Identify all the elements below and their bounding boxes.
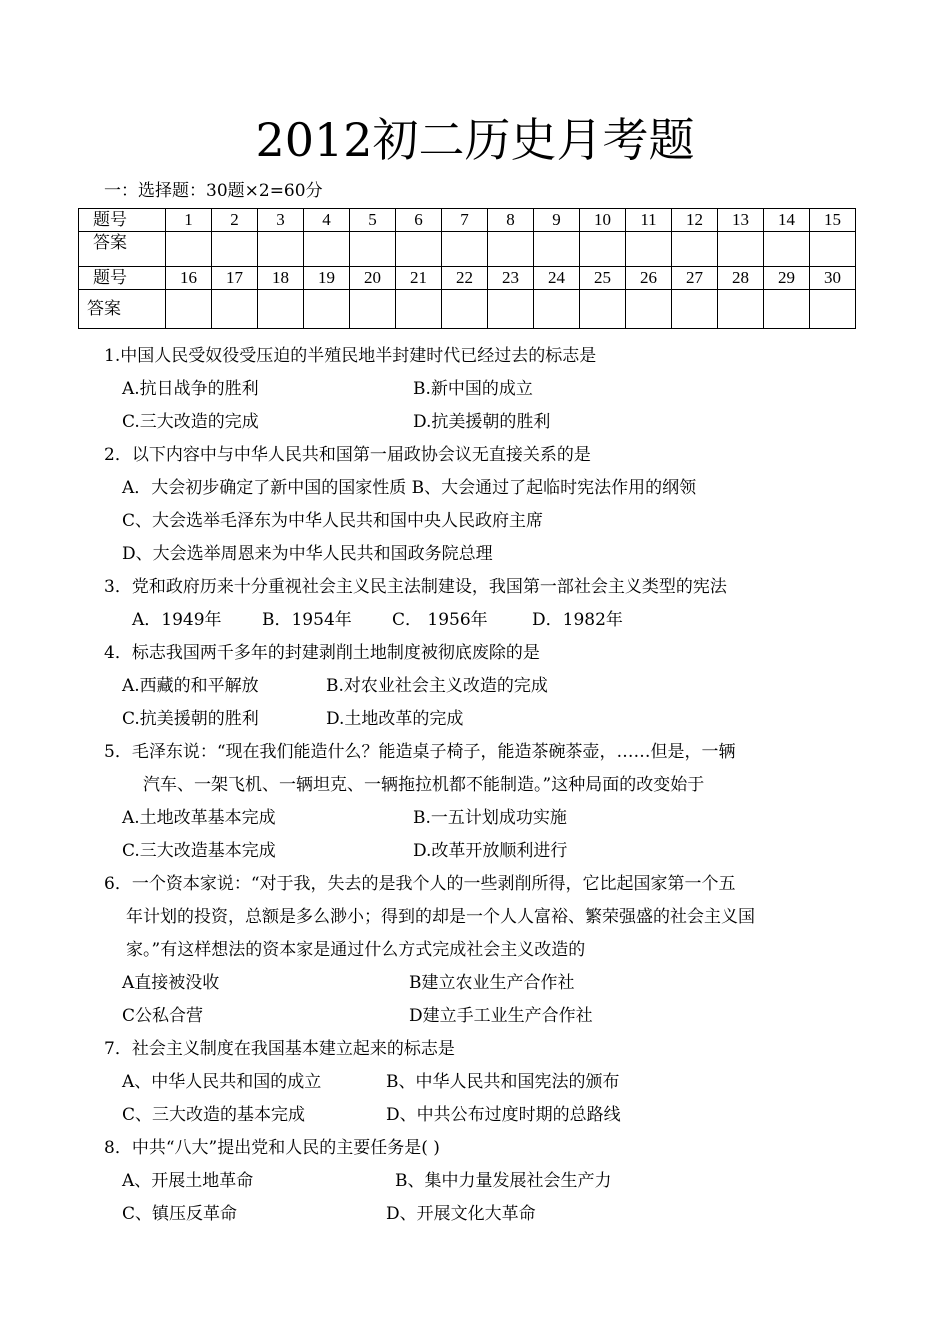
question-5-option-b: B.一五计划成功实施 xyxy=(413,808,567,828)
question-7-option-a: A、中华人民共和国的成立 xyxy=(122,1072,322,1092)
answer-cell[interactable] xyxy=(442,290,488,329)
answer-cell[interactable] xyxy=(304,290,350,329)
question-6-option-c: C公私合营 xyxy=(122,1006,204,1026)
answer-cell[interactable] xyxy=(534,232,580,267)
question-1-option-a: A.抗日战争的胜利 xyxy=(122,379,259,399)
answer-cell[interactable] xyxy=(166,290,212,329)
number-row-1 xyxy=(79,209,856,232)
question-4-option-d: D.土地改革的完成 xyxy=(326,709,464,729)
number-cell: 9 xyxy=(534,209,580,232)
number-cell: 10 xyxy=(580,209,626,232)
answer-cell[interactable] xyxy=(396,232,442,267)
question-4-option-c: C.抗美援朝的胜利 xyxy=(122,709,259,729)
question-2-option-c: C、大会选举毛泽东为中华人民共和国中央人民政府主席 xyxy=(122,511,544,531)
answer-cell[interactable] xyxy=(718,232,764,267)
answer-cell[interactable] xyxy=(166,232,212,267)
number-cell: 22 xyxy=(442,267,488,290)
number-cell: 4 xyxy=(304,209,350,232)
question-3-option-a: A．1949年 xyxy=(132,610,222,630)
answer-label: 答案 xyxy=(79,232,166,267)
question-4-option-a: A.西藏的和平解放 xyxy=(122,676,259,696)
number-cell: 15 xyxy=(810,209,856,232)
question-8-option-a: A、开展土地革命 xyxy=(122,1171,254,1191)
number-cell: 19 xyxy=(304,267,350,290)
question-1-option-b: B.新中国的成立 xyxy=(413,379,533,399)
question-4-stem: 4．标志我国两千多年的封建剥削土地制度被彻底废除的是 xyxy=(104,643,540,663)
question-2-stem: 2．以下内容中与中华人民共和国第一届政协会议无直接关系的是 xyxy=(104,445,591,465)
question-6-stem-line-2: 年计划的投资，总额是多么渺小；得到的却是一个人人富裕、繁荣强盛的社会主义国 xyxy=(126,907,755,927)
number-cell: 28 xyxy=(718,267,764,290)
number-cell: 30 xyxy=(810,267,856,290)
number-cell: 3 xyxy=(258,209,304,232)
question-2-option-d: D、大会选举周恩来为中华人民共和国政务院总理 xyxy=(122,544,493,564)
answer-cell[interactable] xyxy=(258,232,304,267)
answer-table xyxy=(78,208,856,329)
answer-cell[interactable] xyxy=(396,290,442,329)
answer-cell[interactable] xyxy=(442,232,488,267)
answer-row-1 xyxy=(79,232,856,267)
number-cell: 25 xyxy=(580,267,626,290)
question-8-stem: 8．中共“八大”提出党和人民的主要任务是( ) xyxy=(104,1138,440,1158)
number-cell: 1 xyxy=(166,209,212,232)
number-cell: 2 xyxy=(212,209,258,232)
question-6-option-b: B建立农业生产合作社 xyxy=(409,973,575,993)
question-6-option-a: A直接被没收 xyxy=(122,973,220,993)
answer-cell[interactable] xyxy=(534,290,580,329)
question-3-option-d: D．1982年 xyxy=(532,610,623,630)
number-cell: 8 xyxy=(488,209,534,232)
question-1-stem: 1.中国人民受奴役受压迫的半殖民地半封建时代已经过去的标志是 xyxy=(104,346,597,366)
answer-cell[interactable] xyxy=(488,232,534,267)
answer-row-2 xyxy=(79,290,856,329)
question-1-option-d: D.抗美援朝的胜利 xyxy=(413,412,551,432)
section-heading: 一：选择题：30题×2=60分 xyxy=(104,181,323,201)
answer-cell[interactable] xyxy=(350,232,396,267)
number-cell: 7 xyxy=(442,209,488,232)
question-6-option-d: D建立手工业生产合作社 xyxy=(409,1006,593,1026)
answer-cell[interactable] xyxy=(488,290,534,329)
number-cell: 11 xyxy=(626,209,672,232)
question-8-option-d: D、开展文化大革命 xyxy=(386,1204,536,1224)
question-7-option-d: D、中共公布过度时期的总路线 xyxy=(386,1105,621,1125)
number-cell: 27 xyxy=(672,267,718,290)
answer-cell[interactable] xyxy=(764,232,810,267)
question-7-option-c: C、三大改造的基本完成 xyxy=(122,1105,306,1125)
answer-label: 答案 xyxy=(79,290,166,329)
number-cell: 21 xyxy=(396,267,442,290)
answer-cell[interactable] xyxy=(350,290,396,329)
number-cell: 6 xyxy=(396,209,442,232)
question-5-stem-line-1: 5．毛泽东说：“现在我们能造什么？能造桌子椅子，能造茶碗茶壶，……但是，一辆 xyxy=(104,742,736,762)
row-label: 题号 xyxy=(79,209,166,232)
answer-cell[interactable] xyxy=(672,290,718,329)
number-cell: 18 xyxy=(258,267,304,290)
question-8-option-b: B、集中力量发展社会生产力 xyxy=(395,1171,612,1191)
number-cell: 16 xyxy=(166,267,212,290)
answer-cell[interactable] xyxy=(626,232,672,267)
number-cell: 5 xyxy=(350,209,396,232)
question-4-option-b: B.对农业社会主义改造的完成 xyxy=(326,676,548,696)
answer-cell[interactable] xyxy=(810,290,856,329)
question-7-option-b: B、中华人民共和国宪法的颁布 xyxy=(386,1072,620,1092)
question-6-stem-line-3: 家。”有这样想法的资本家是通过什么方式完成社会主义改造的 xyxy=(126,940,586,960)
question-3-option-c: C． 1956年 xyxy=(392,610,488,630)
number-cell: 23 xyxy=(488,267,534,290)
question-3-option-b: B．1954年 xyxy=(262,610,352,630)
number-cell: 29 xyxy=(764,267,810,290)
number-cell: 13 xyxy=(718,209,764,232)
question-1-option-c: C.三大改造的完成 xyxy=(122,412,259,432)
number-cell: 12 xyxy=(672,209,718,232)
question-7-stem: 7．社会主义制度在我国基本建立起来的标志是 xyxy=(104,1039,455,1059)
page-title: 2012初二历史月考题 xyxy=(255,113,695,167)
question-3-stem: 3．党和政府历来十分重视社会主义民主法制建设，我国第一部社会主义类型的宪法 xyxy=(104,577,727,597)
answer-cell[interactable] xyxy=(580,290,626,329)
question-5-stem-line-2: 汽车、一架飞机、一辆坦克、一辆拖拉机都不能制造。”这种局面的改变始于 xyxy=(143,775,705,795)
row-label: 题号 xyxy=(79,267,166,290)
number-cell: 20 xyxy=(350,267,396,290)
number-row-2 xyxy=(79,267,856,290)
answer-cell[interactable] xyxy=(764,290,810,329)
question-5-option-d: D.改革开放顺利进行 xyxy=(413,841,568,861)
answer-cell[interactable] xyxy=(580,232,626,267)
number-cell: 26 xyxy=(626,267,672,290)
question-6-stem-line-1: 6．一个资本家说：“对于我，失去的是我个人的一些剥削所得，它比起国家第一个五 xyxy=(104,874,736,894)
number-cell: 17 xyxy=(212,267,258,290)
answer-cell[interactable] xyxy=(212,232,258,267)
answer-cell[interactable] xyxy=(212,290,258,329)
answer-cell[interactable] xyxy=(304,232,350,267)
answer-cell[interactable] xyxy=(626,290,672,329)
question-2-options-ab: A．大会初步确定了新中国的国家性质 B、大会通过了起临时宪法作用的纲领 xyxy=(122,478,697,498)
answer-cell[interactable] xyxy=(810,232,856,267)
answer-cell[interactable] xyxy=(718,290,764,329)
question-5-option-c: C.三大改造基本完成 xyxy=(122,841,276,861)
question-8-option-c: C、镇压反革命 xyxy=(122,1204,238,1224)
answer-cell[interactable] xyxy=(672,232,718,267)
answer-cell[interactable] xyxy=(258,290,304,329)
number-cell: 14 xyxy=(764,209,810,232)
question-5-option-a: A.土地改革基本完成 xyxy=(122,808,276,828)
number-cell: 24 xyxy=(534,267,580,290)
